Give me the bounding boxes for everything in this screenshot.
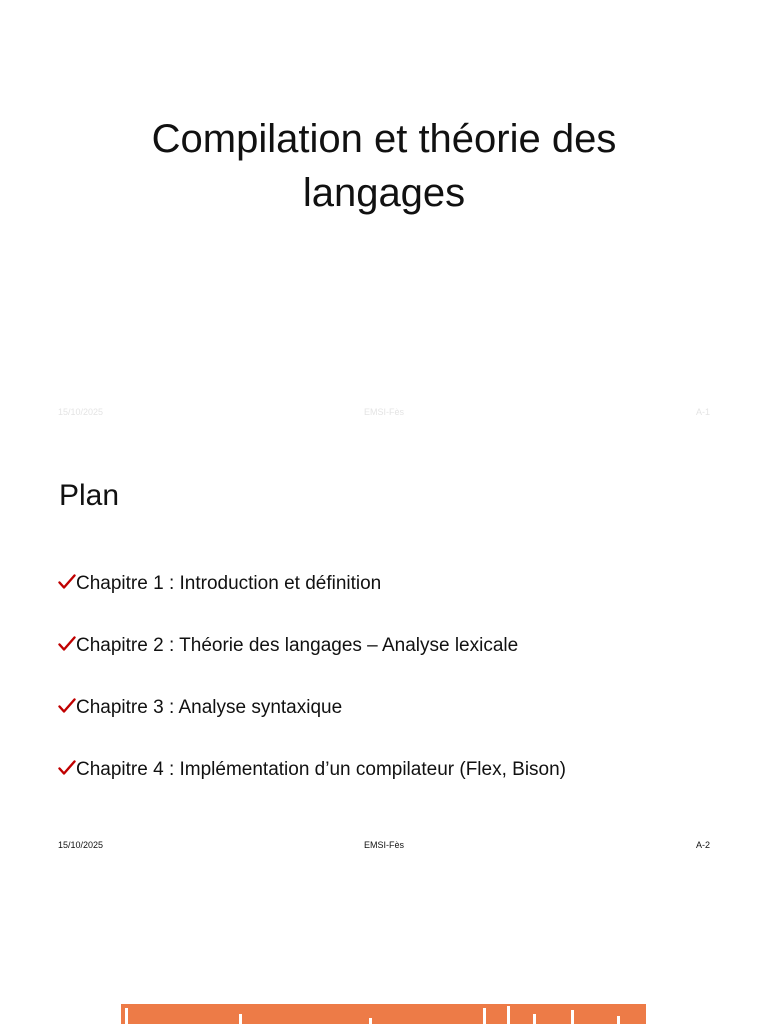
check-icon: [58, 636, 76, 652]
chapter-label: Chapitre 2 : Théorie des langages – Analyse lexicale: [76, 635, 519, 656]
banner-lettering-fragment: [121, 1004, 646, 1024]
chapter-label: Chapitre 1 : Introduction et définition: [76, 573, 382, 594]
list-item: [58, 754, 566, 816]
slide-title-heading: Compilation et théorie des langages: [151, 117, 617, 215]
title-banner: [121, 1004, 646, 1024]
footer-date: 15/10/2025: [58, 407, 104, 417]
slide-partial: [0, 864, 768, 1024]
slide-title: [0, 0, 768, 432]
list-item: [58, 630, 566, 692]
plan-heading: Plan: [59, 479, 120, 512]
footer-organization: EMSI-Fès: [363, 840, 404, 850]
check-icon: [58, 698, 76, 714]
chapter-list: [58, 568, 566, 816]
footer-slide-number: A-2: [695, 840, 710, 850]
list-item: [58, 692, 566, 754]
check-icon: [58, 574, 76, 590]
footer-organization: EMSI-Fès: [363, 407, 404, 417]
slide-footer: [58, 405, 710, 419]
footer-date: 15/10/2025: [58, 840, 104, 850]
chapter-label: Chapitre 4 : Implémentation d’un compilateur (Flex, Bison): [76, 759, 567, 780]
footer-slide-number: A-1: [695, 407, 710, 417]
slide-plan: [0, 432, 768, 864]
chapter-label: Chapitre 3 : Analyse syntaxique: [76, 697, 343, 718]
check-icon: [58, 760, 76, 776]
slide-footer: [58, 838, 710, 852]
list-item: [58, 568, 566, 630]
